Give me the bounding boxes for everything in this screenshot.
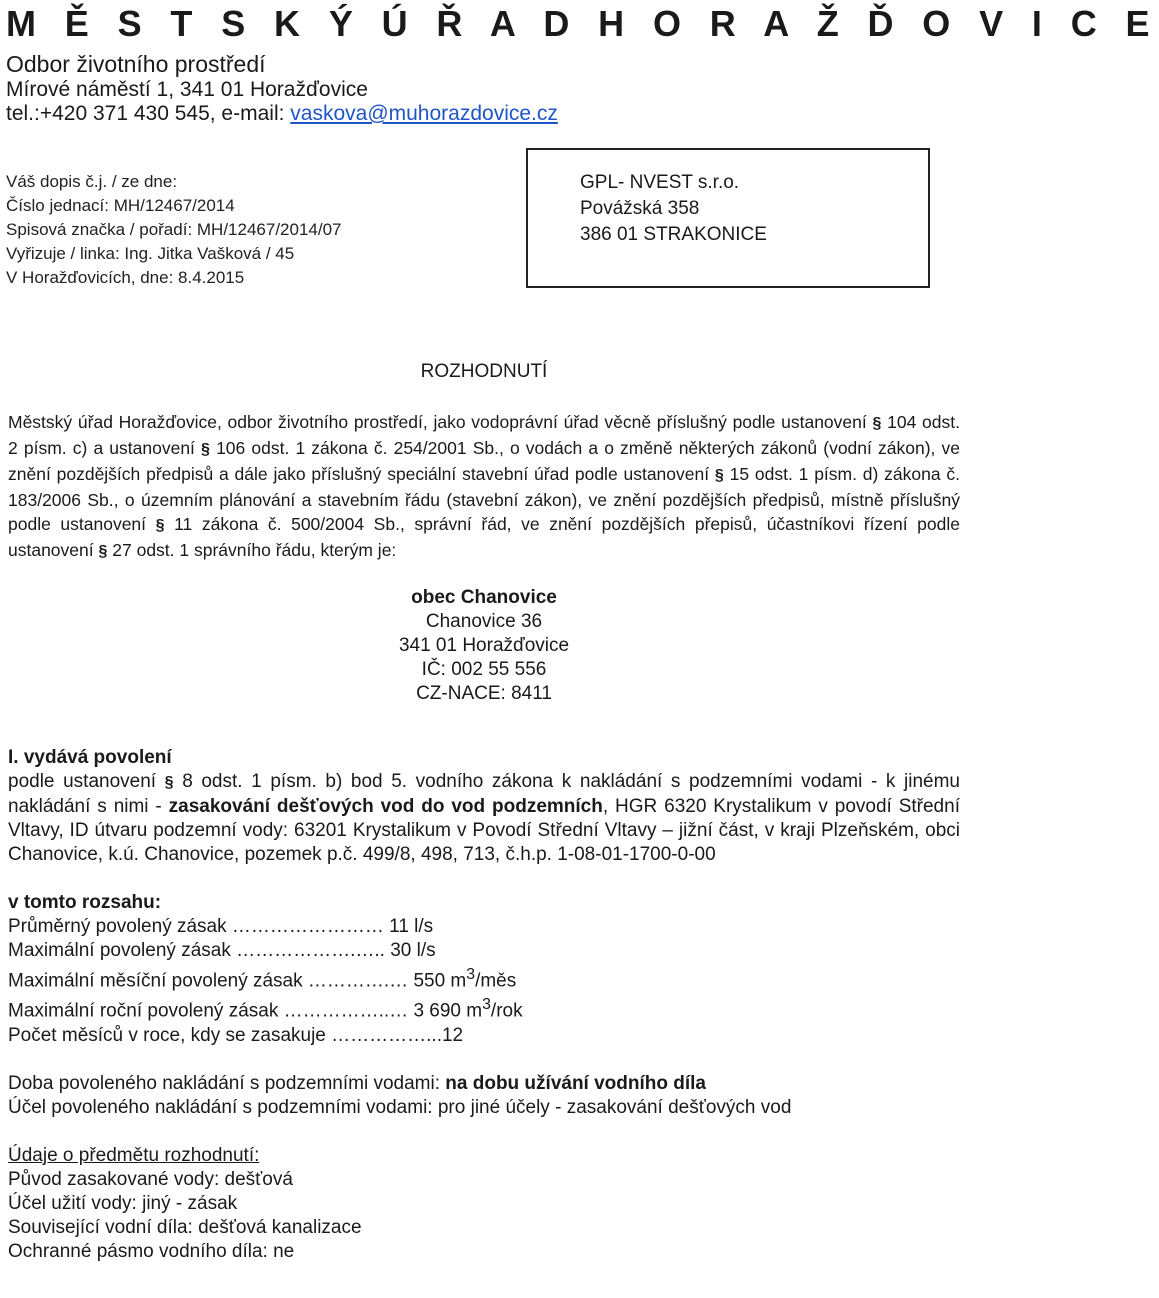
handled-by: Vyřizuje / linka: Ing. Jitka Vašková / 45 <box>6 244 295 263</box>
permit-heading: I. vydává povolení <box>8 747 172 768</box>
details-protection: Ochranné pásmo vodního díla: ne <box>8 1240 295 1262</box>
reference-number: Číslo jednací: MH/12467/2014 <box>6 196 235 215</box>
section-sign: § <box>98 543 108 560</box>
scope-section <box>8 891 960 1048</box>
scope-max: Maximální povolený zásak ……………….….. 30 l/s <box>8 940 436 961</box>
applicant-name: obec Chanovice <box>411 587 557 608</box>
section-sign: § <box>714 467 724 484</box>
contact-prefix: tel.:+420 371 430 545, e-mail: <box>6 102 291 125</box>
details-section <box>8 1144 960 1264</box>
file-mark: Spisová značka / pořadí: MH/12467/2014/07 <box>6 220 342 239</box>
recipient-city: 386 01 STRAKONICE <box>580 224 767 245</box>
details-use: Účel užití vody: jiný - zásak <box>8 1192 238 1214</box>
applicant-city: 341 01 Horažďovice <box>398 635 570 656</box>
details-origin: Původ zasakované vody: dešťová <box>8 1168 293 1190</box>
section-sign: § <box>164 774 174 791</box>
department-name: Odbor životního prostředí <box>6 51 266 77</box>
purpose-line: Účel povoleného nakládání s podzemními vodami: pro jiné účely - zasakování dešťových vod <box>8 1096 792 1118</box>
issue-date: V Horažďovicích, dne: 8.4.2015 <box>6 268 245 287</box>
section-sign: § <box>872 415 882 432</box>
details-related: Související vodní díla: dešťová kanalizace <box>8 1216 362 1238</box>
email-link[interactable]: vaskova@muhorazdovice.cz <box>290 102 558 125</box>
duration-section <box>8 1072 960 1120</box>
scope-months: Počet měsíců v roce, kdy se zasakuje ……………...12 <box>8 1024 464 1046</box>
scope-yearly: Maximální roční povolený zásak ……………..… 3 690 $m^3$/rok <box>8 996 523 1022</box>
recipient-street: Povážská 358 <box>580 198 700 219</box>
office-address: Mírové náměstí 1, 341 01 Horažďovice <box>6 78 368 101</box>
duration-value: na dobu užívání vodního díla <box>445 1072 707 1094</box>
office-heading: M Ě S T S K Ý Ú Ř A D H O R A Ž Ď O V I C E <box>6 3 1159 44</box>
letterhead <box>6 50 558 126</box>
reference-block <box>6 170 342 290</box>
recipient-address-box <box>526 148 930 288</box>
applicant-block <box>8 586 960 706</box>
permit-subject: zasakování dešťových vod do vod podzemních <box>168 796 603 817</box>
recipient-company: GPL- NVEST s.r.o. <box>580 172 740 193</box>
contact-line <box>6 102 558 126</box>
permit-text: podle ustanovení § 8 odst. 1 písm. b) bod 5. vodního zákona k nakládání s podzemními vodami - k jinému nakládání s nimi - zasakování dešťových vod do vod podzemních, HGR 6320 Krystalikum v povodí Střední Vltavy, ID útvaru podzemní vody: 63201 Krystalikum v Povodí Střední Vltavy – jižní část, v kraji Plzeňském, obci Chanovice, k.ú. Chanovice, pozemek p.č. 499/8, 498, 713, č.h.p. 1-08-01-1700-0-00 <box>8 771 960 865</box>
applicant-nace: CZ-NACE: 8411 <box>416 683 552 704</box>
section-sign: § <box>155 517 165 534</box>
permit-section <box>8 746 960 867</box>
decision-title: ROZHODNUTÍ <box>420 361 548 382</box>
document-body <box>8 360 960 1264</box>
details-heading: Údaje o předmětu rozhodnutí: <box>8 1144 260 1166</box>
applicant-ic: IČ: 002 55 556 <box>421 659 547 680</box>
scope-heading: v tomto rozsahu: <box>8 892 162 913</box>
scope-monthly: Maximální měsíční povolený zásak ………….… 550 $m^3$/měs <box>8 966 517 992</box>
duration-line: Doba povoleného nakládání s podzemními vodami: na dobu užívání vodního díla <box>8 1072 707 1094</box>
decision-intro: Městský úřad Horažďovice, odbor životního prostředí, jako vodoprávní úřad věcně příslušný podle ustanovení § 104 odst. 2 písm. c) a ustanovení § 106 odst. 1 zákona č. 254/2001 Sb., o vodách a o změně některých zákonů (vodní zákon), ve znění pozdějších předpisů a dále jako příslušný speciální stavební úřad podle ustanovení § 15 odst. 1 písm. d) zákona č. 183/2006 Sb., o územním plánování a stavebním řádu (stavební zákon), ve znění pozdějších předpisů, místně příslušný podle ustanovení § 11 zákona č. 500/2004 Sb., správní řád, ve znění pozdějších přepisů, účastníkovi řízení podle ustanovení § 27 odst. 1 správního řádu, kterým je: <box>8 412 960 560</box>
your-letter-ref: Váš dopis č.j. / ze dne: <box>6 172 178 191</box>
applicant-street: Chanovice 36 <box>425 611 543 632</box>
scope-average: Průměrný povolený zásak …………………… 11 l/s <box>8 916 434 937</box>
section-sign: § <box>201 441 210 458</box>
